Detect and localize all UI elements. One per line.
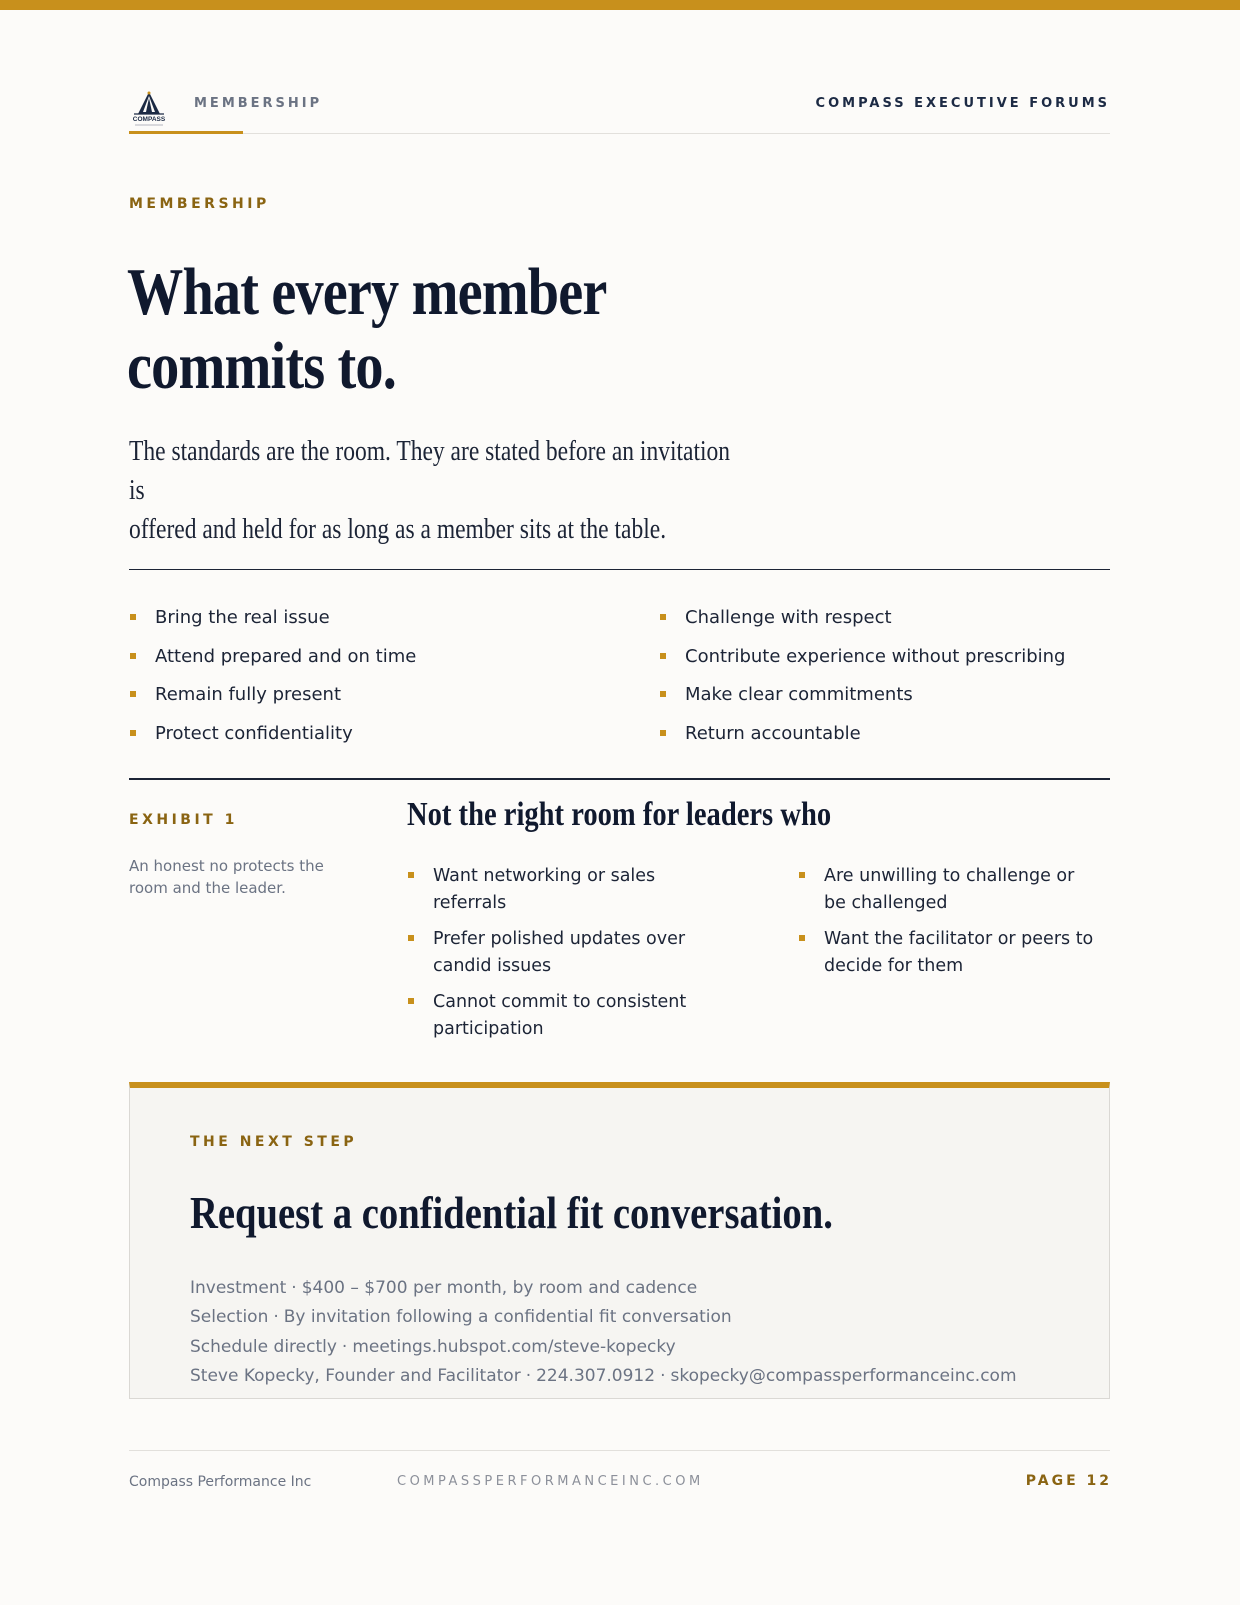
lead-line-2: offered and held for as long as a member sits at the table. — [129, 514, 667, 545]
page-number: PAGE 12 — [1025, 1473, 1112, 1489]
square-bullet-icon — [130, 614, 136, 620]
next-step-details — [190, 1274, 1090, 1391]
square-bullet-icon — [660, 691, 666, 697]
square-bullet-icon — [130, 691, 136, 697]
exhibit-title: Not the right room for leaders who — [407, 796, 832, 833]
exclusions-list-left — [407, 863, 707, 1052]
header-accent-underline — [129, 131, 243, 134]
list-item: Remain fully present — [129, 685, 416, 724]
page-title-line-2: commits to. — [127, 329, 396, 403]
commitments-top-rule — [129, 569, 1110, 570]
svg-text:COMPASS: COMPASS — [132, 116, 166, 123]
compass-logo — [129, 90, 169, 128]
investment-value: $400 – $700 per month, by room and cadence — [301, 1278, 698, 1298]
square-bullet-icon — [799, 935, 805, 941]
list-item: Contribute experience without prescribing — [659, 647, 1065, 686]
list-item: Want the facilitator or peers to decide for them — [798, 926, 1098, 979]
square-bullet-icon — [660, 614, 666, 620]
separator-dot: · — [341, 1336, 348, 1357]
section-eyebrow: MEMBERSHIP — [129, 196, 270, 212]
page-header — [129, 88, 1110, 134]
commitments-list-right — [659, 608, 1065, 762]
square-bullet-icon — [408, 935, 414, 941]
page-title — [127, 255, 648, 403]
lead-paragraph — [129, 432, 751, 549]
commitments-list-left — [129, 608, 416, 762]
contact-line — [190, 1362, 1090, 1391]
header-divider — [129, 133, 1110, 134]
exclusions-list-right — [798, 863, 1098, 989]
schedule-label: Schedule directly — [190, 1336, 337, 1357]
schedule-line — [190, 1333, 1090, 1362]
selection-label: Selection — [190, 1307, 269, 1328]
square-bullet-icon — [799, 872, 805, 878]
separator-dot: · — [660, 1365, 666, 1386]
footer-divider — [129, 1450, 1110, 1451]
list-item: Return accountable — [659, 724, 1065, 763]
separator-dot: · — [273, 1307, 279, 1328]
square-bullet-icon — [408, 872, 414, 878]
lead-line-1: The standards are the room. They are stated before an invitation is — [129, 436, 731, 506]
selection-value: By invitation following a confidential fit conversation — [283, 1307, 732, 1328]
next-step-panel — [129, 1082, 1110, 1399]
header-section-label: MEMBERSHIP — [194, 96, 323, 111]
selection-line — [190, 1303, 1090, 1332]
list-item: Challenge with respect — [659, 608, 1065, 647]
square-bullet-icon — [660, 653, 666, 659]
contact-phone[interactable]: 224.307.0912 — [536, 1365, 656, 1386]
commitments-bottom-rule — [129, 778, 1110, 780]
exhibit-caption: An honest no protects the room and the leader. — [129, 857, 324, 897]
next-step-eyebrow: THE NEXT STEP — [190, 1134, 358, 1150]
square-bullet-icon — [660, 730, 666, 736]
header-brand: COMPASS EXECUTIVE FORUMS — [815, 96, 1110, 111]
list-item: Are unwilling to challenge or be challenged — [798, 863, 1098, 916]
separator-dot: · — [291, 1278, 297, 1298]
next-step-title: Request a confidential fit conversation. — [190, 1187, 833, 1238]
contact-email[interactable]: skopecky@compassperformanceinc.com — [670, 1365, 1017, 1386]
list-item: Prefer polished updates over candid issues — [407, 926, 707, 979]
schedule-link[interactable]: meetings.hubspot.com/steve-kopecky — [352, 1336, 676, 1357]
investment-line — [190, 1274, 1090, 1303]
separator-dot: · — [525, 1365, 532, 1386]
investment-label: Investment — [190, 1278, 287, 1298]
contact-name: Steve Kopecky, Founder and Facilitator — [190, 1365, 521, 1386]
list-item: Protect confidentiality — [129, 724, 416, 763]
list-item: Attend prepared and on time — [129, 647, 416, 686]
list-item: Make clear commitments — [659, 685, 1065, 724]
top-accent-bar — [0, 0, 1240, 10]
square-bullet-icon — [408, 998, 414, 1004]
list-item: Bring the real issue — [129, 608, 416, 647]
square-bullet-icon — [130, 653, 136, 659]
footer-company: Compass Performance Inc — [129, 1474, 312, 1490]
square-bullet-icon — [130, 730, 136, 736]
list-item: Want networking or sales referrals — [407, 863, 707, 916]
list-item: Cannot commit to consistent participation — [407, 989, 707, 1042]
footer-website[interactable]: COMPASSPERFORMANCEINC.COM — [397, 1474, 704, 1489]
page-title-line-1: What every member — [127, 255, 607, 329]
exhibit-label: EXHIBIT 1 — [129, 812, 238, 828]
